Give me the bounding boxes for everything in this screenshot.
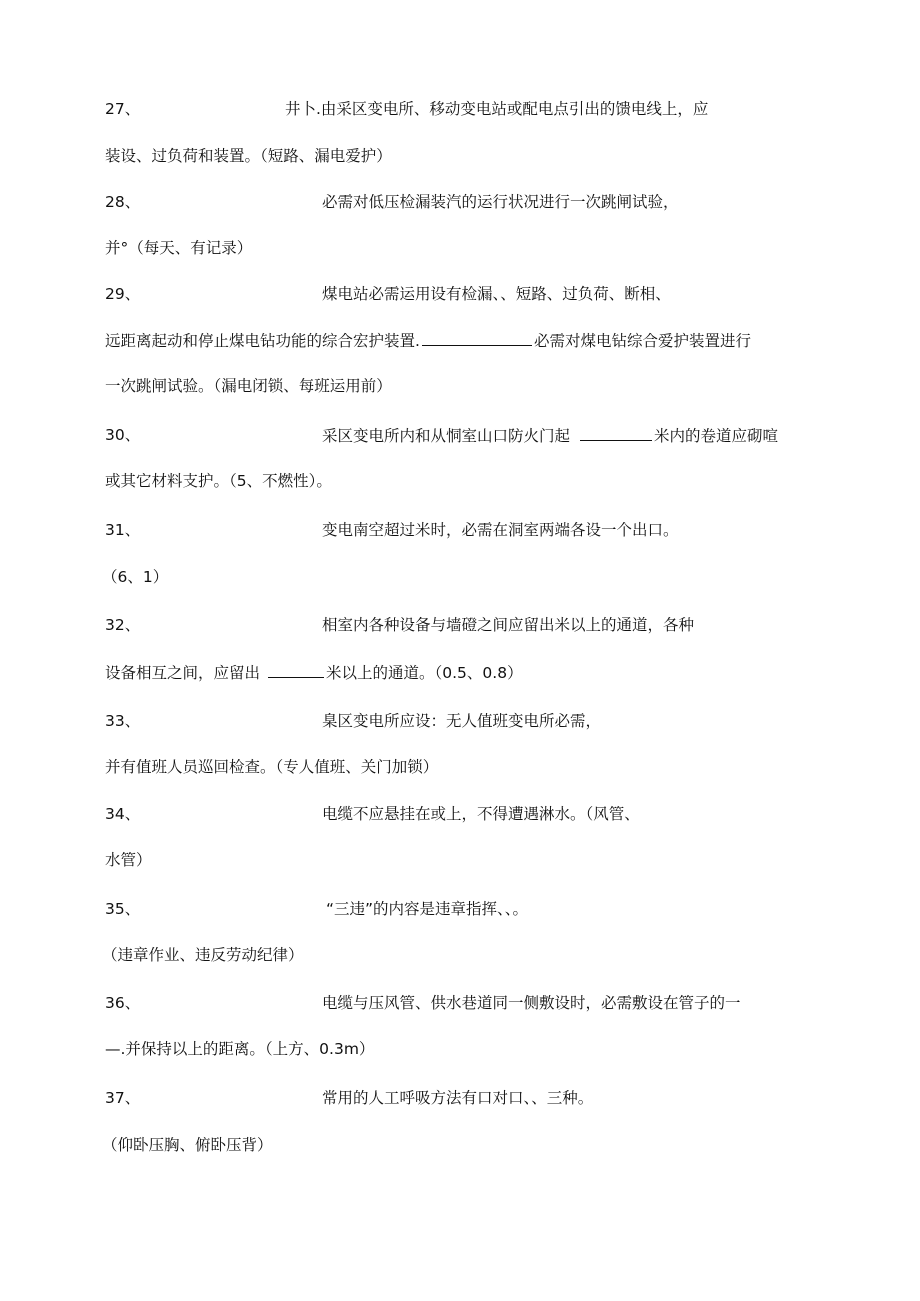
question-text: 相室内各种设备与墙磴之间应留出米以上的通道，各种 <box>322 616 695 634</box>
question-text: 臬区变电所应设：无人值班变电所必需， <box>322 712 602 730</box>
question-text: 电缆与压风管、供水巷道同一侧敷设时，必需敷设在管子的一 <box>322 994 741 1012</box>
question-text: 井卜.由采区变电所、移动变电站或配电点引出的馈电线上，应 <box>285 100 709 118</box>
answer-blank <box>268 661 324 678</box>
question-text: “三违”的内容是违章指挥、、。 <box>326 900 529 918</box>
question-number: 27、 <box>105 100 141 118</box>
question-number: 29、 <box>105 285 141 303</box>
question-28-line-2: 并°（每天、有记录） <box>105 239 253 257</box>
question-text: 变电南空超过米时，必需在洞室两端各设一个出口。 <box>322 521 679 539</box>
question-number: 37、 <box>105 1089 141 1107</box>
question-number: 33、 <box>105 712 141 730</box>
question-text: 远距离起动和停止煤电钻功能的综合宏护装置. <box>105 332 420 350</box>
question-29-line-2 <box>105 329 751 352</box>
question-29-line-3: 一次跳闸试验。（漏电闭锁、每班运用前） <box>105 377 392 395</box>
question-text: 米以上的通道。（0.5、0.8） <box>326 664 523 682</box>
question-number: 31、 <box>105 521 141 539</box>
question-number: 35、 <box>105 900 141 918</box>
answer-blank <box>580 424 652 441</box>
question-35-line-2: （违章作业、违反劳动纪律） <box>102 946 304 964</box>
question-text: 电缆不应悬挂在或上，不得遭遇淋水。（风管、 <box>322 805 640 823</box>
question-27-line-2: 装设、过负荷和装置。（短路、漏电爱护） <box>105 147 392 165</box>
answer-blank <box>422 329 532 346</box>
question-number: 36、 <box>105 994 141 1012</box>
question-34-line-2: 水管） <box>105 851 152 869</box>
question-number: 28、 <box>105 193 141 211</box>
question-37-line-2: （仰卧压胸、俯卧压背） <box>102 1136 273 1154</box>
question-30-line-2: 或其它材料支护。（5、不燃性）。 <box>105 472 332 490</box>
question-number: 34、 <box>105 805 141 823</box>
question-number: 32、 <box>105 616 141 634</box>
question-32-line-2 <box>105 661 523 684</box>
question-36-line-2: —.并保持以上的距离。（上方、0.3m） <box>105 1040 375 1058</box>
question-text: 常用的人工呼吸方法有口对口、、三种。 <box>322 1089 594 1107</box>
question-text: 必需对低压检漏装汽的运行状况进行一次跳闸试验， <box>322 193 679 211</box>
question-text: 必需对煤电钻综合爱护装置进行 <box>533 332 751 350</box>
question-31-line-2: （6、1） <box>102 568 169 586</box>
question-text: 采区变电所内和从恫室山口防火门起 米内的卷道应砌喧 <box>322 424 778 447</box>
question-33-line-2: 并有值班人员巡回检查。（专人值班、关门加锁） <box>105 758 439 776</box>
question-text: 煤电站必需运用设有检漏、、短路、过负荷、断相、 <box>322 285 671 303</box>
question-number: 30、 <box>105 426 141 444</box>
question-text: 设备相互之间，应留出 <box>105 664 261 682</box>
